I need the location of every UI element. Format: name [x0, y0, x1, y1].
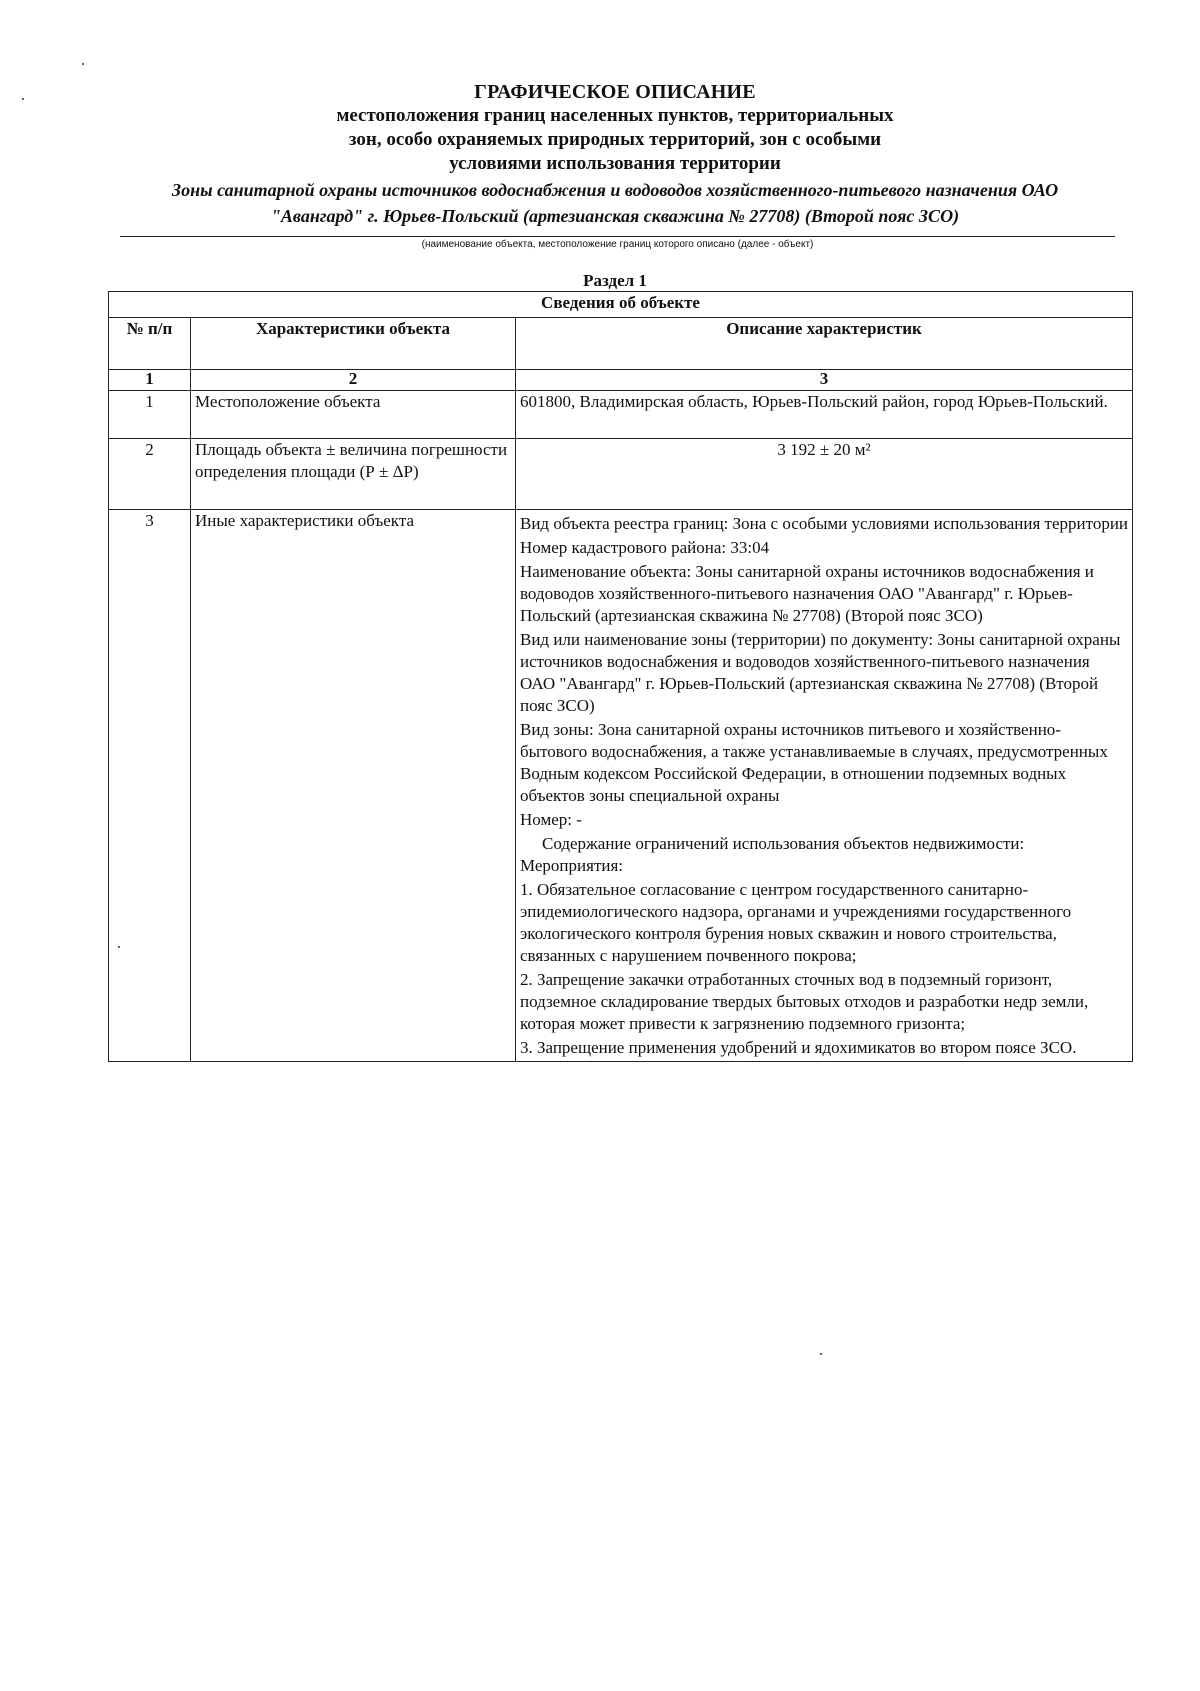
- document-subtitle-line: местоположения границ населенных пунктов, территориальных: [336, 105, 894, 126]
- document-header: [110, 80, 1120, 228]
- table-row: [109, 439, 1133, 510]
- section-title: Раздел 1: [583, 271, 647, 290]
- row-description-other: [516, 510, 1133, 1062]
- table-row: [109, 391, 1133, 439]
- object-caption: (наименование объекта, местоположение границ которого описано (далее - объект): [421, 239, 814, 250]
- description-paragraph: 2. Запрещение закачки отработанных сточных вод в подземный горизонт, подземное складирование твердых бытовых отходов и разработки недр земли, которая может привести к загрязнению подземного гризонта;: [520, 970, 1089, 1033]
- description-paragraph: Вид или наименование зоны (территории) по документу: Зоны санитарной охраны источников водоснабжения и водоводов хозяйственного-питьевого назначения ОАО "Авангард" г. Юрьев-Польский (артезианская скважина № 27708) (Второй пояс ЗСО): [520, 630, 1121, 715]
- row-number: 2: [109, 439, 191, 510]
- column-number-row: [109, 370, 1133, 391]
- row-characteristic: Местоположение объекта: [191, 391, 516, 439]
- column-number: 1: [109, 370, 191, 391]
- object-name-line: Зоны санитарной охраны источников водоснабжения и водоводов хозяйственного-питьевого назначения ОАО: [171, 180, 1059, 200]
- description-paragraph: Наименование объекта: Зоны санитарной охраны источников водоснабжения и водоводов хозяйственного-питьевого назначения ОАО "Авангард" г. Юрьев-Польский (артезианская скважина № 27708) (Второй пояс ЗСО): [520, 562, 1094, 625]
- table-header-row: [109, 318, 1133, 370]
- row-characteristic: Площадь объекта ± величина погрешности определения площади (Р ± ΔР): [191, 439, 516, 510]
- column-number: 3: [516, 370, 1133, 391]
- header-num: № п/п: [109, 318, 191, 370]
- description-paragraph: Вид зоны: Зона санитарной охраны источников питьевого и хозяйственно-бытового водоснабжения, а также устанавливаемые в случаях, предусмотренных Водным кодексом Российской Федерации, в отношении подземных водных объектов зоны специальной охраны: [520, 720, 1108, 805]
- description-paragraph: Номер кадастрового района: 33:04: [520, 538, 770, 557]
- object-name-underline: [120, 236, 1115, 237]
- description-paragraph: Содержание ограничений использования объектов недвижимости: Мероприятия:: [520, 834, 1025, 875]
- scan-speck: [22, 98, 24, 100]
- object-info-table: [108, 291, 1133, 1062]
- row-description: 601800, Владимирская область, Юрьев-Польский район, город Юрьев-Польский.: [516, 391, 1133, 439]
- scan-speck: [820, 1353, 822, 1355]
- scan-speck: [82, 63, 84, 65]
- table-caption-row: [109, 292, 1133, 318]
- description-paragraph: 1. Обязательное согласование с центром государственного санитарно-эпидемиологического надзора, органами и учреждениями государственного экологического контроля бурения новых скважин и нового строительства, связанных с нарушением почвенного покрова;: [520, 880, 1072, 965]
- row-characteristic: Иные характеристики объекта: [191, 510, 516, 1062]
- row-description-area: 3 192 ± 20 м²: [516, 439, 1133, 510]
- table-caption: Сведения об объекте: [109, 292, 1133, 318]
- object-name-line: "Авангард" г. Юрьев-Польский (артезианская скважина № 27708) (Второй пояс ЗСО): [270, 206, 960, 226]
- description-paragraph: 3. Запрещение применения удобрений и ядохимикатов во втором поясе ЗСО.: [520, 1038, 1077, 1057]
- document-subtitle-line: условиями использования территории: [449, 153, 781, 174]
- table-row: [109, 510, 1133, 1062]
- row-number: 3: [109, 510, 191, 1062]
- document-title: ГРАФИЧЕСКОЕ ОПИСАНИЕ: [474, 81, 756, 103]
- description-paragraph: Номер: -: [520, 810, 582, 829]
- document-subtitle-line: зон, особо охраняемых природных территорий, зон с особыми: [348, 129, 882, 150]
- description-paragraph: Вид объекта реестра границ: Зона с особыми условиями использования территории: [520, 514, 1129, 533]
- row-number: 1: [109, 391, 191, 439]
- header-description: Описание характеристик: [516, 318, 1133, 370]
- header-characteristic: Характеристики объекта: [191, 318, 516, 370]
- column-number: 2: [191, 370, 516, 391]
